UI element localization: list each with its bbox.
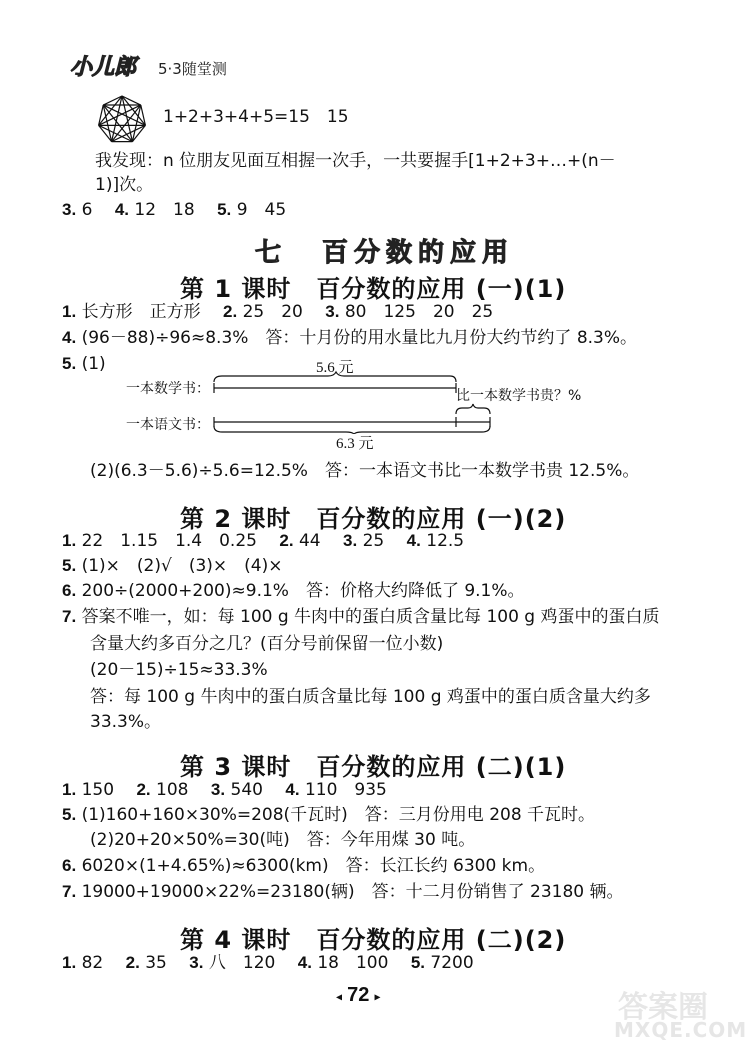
lesson-3-q7: 7. 19000+19000×22%=23180(辆) 答：十二月份销售了 23180 辆。 [62,882,624,902]
lesson-2-q7-line3: (20－15)÷15≈33.3% [90,660,268,680]
lesson-2-q6: 6. 200÷(2000+200)≈9.1% 答：价格大约降低了 9.1%。 [62,581,525,601]
lesson-2-q7-line2: 含量大约多百分之几？(百分号前保留一位小数) [90,634,444,654]
answers-row-3-5: 3. 6 4. 12 18 5. 9 45 [62,200,287,220]
lesson-1-title: 第 1 课时 百分数的应用 (一)(1) [180,275,567,303]
lesson-2-title: 第 2 课时 百分数的应用 (一)(2) [180,505,567,533]
brand-logo: 小儿郎 [70,54,137,79]
lesson-1-q5-part2: (2)(6.3－5.6)÷5.6=12.5% 答：一本语文书比一本数学书贵 12.5%。 [90,461,640,481]
lesson-3-q5: 5. (1)160+160×30%=208(千瓦时) 答：三月份用电 208 千瓦时。 [62,805,596,825]
watermark-url: MXQE.COM [614,1018,748,1042]
heptagon-edge [103,96,122,105]
segment-diagram [210,370,500,434]
page-number-group [336,984,381,1007]
lesson-4-q1-5: 1. 82 2. 35 3. 八 120 4. 18 100 5. 7200 [62,953,474,973]
heptagon-edge [122,96,141,105]
lesson-3-title: 第 3 课时 百分数的应用 (二)(1) [180,753,567,781]
diagram-top-label: 5.6 元 [316,360,354,376]
discover-line-2: 1)]次。 [95,175,154,195]
chapter-title: 百分数的应用 [322,238,515,268]
lesson-2-q1-4: 1. 22 1.15 1.4 0.25 2. 44 3. 25 4. 12.5 [62,531,465,551]
lesson-2-q7-line4: 答：每 100 g 牛肉中的蛋白质含量比每 100 g 鸡蛋中的蛋白质含量大约多 [90,687,651,707]
lesson-2-q7: 7. 答案不唯一，如：每 100 g 牛肉中的蛋白质含量比每 100 g 鸡蛋中的蛋白质 [62,607,660,627]
lesson-1-q1-3: 1. 长方形 正方形 2. 25 20 3. 80 125 20 25 [62,302,494,322]
page-number: 72 [347,984,370,1006]
diagram-compare-label: 比一本数学书贵？% [456,388,582,404]
lesson-2-q7-line5: 33.3%。 [90,712,162,732]
lesson-3-q5-line2: (2)20+20×50%=30(吨) 答：今年用煤 30 吨。 [90,830,476,850]
lesson-2-q5: 5. (1)× (2)√ (3)× (4)× [62,556,283,576]
lesson-3-q6: 6. 6020×(1+4.65%)≈6300(km) 答：长江长约 6300 km。 [62,856,546,876]
discover-line-1: 我发现：n 位朋友见面互相握一次手，一共要握手[1+2+3+…+(n－ [95,151,616,171]
watermark-logo: 答案圈 [618,990,708,1025]
lesson-3-q1-4: 1. 150 2. 108 3. 540 4. 110 935 [62,780,387,800]
heptagon-figure [94,92,150,148]
prev-page-icon: ◂ [336,989,343,1004]
lesson-4-title: 第 4 课时 百分数的应用 (二)(2) [180,926,567,954]
lesson-1-q4: 4. (96－88)÷96≈8.3% 答：十月份的用水量比九月份大约节约了 8.3%。 [62,328,638,348]
diagram-bottom-label: 6.3 元 [336,436,374,452]
heptagon-equation: 1+2+3+4+5=15 15 [163,107,349,127]
lesson-1-q5: 5. (1) [62,354,106,374]
next-page-icon: ▸ [374,989,381,1004]
series-name: 5·3随堂测 [158,60,227,78]
diagram-math-label: 一本数学书： [126,381,210,397]
diagram-chinese-label: 一本语文书： [126,417,210,433]
chapter-number: 七 [255,238,288,268]
